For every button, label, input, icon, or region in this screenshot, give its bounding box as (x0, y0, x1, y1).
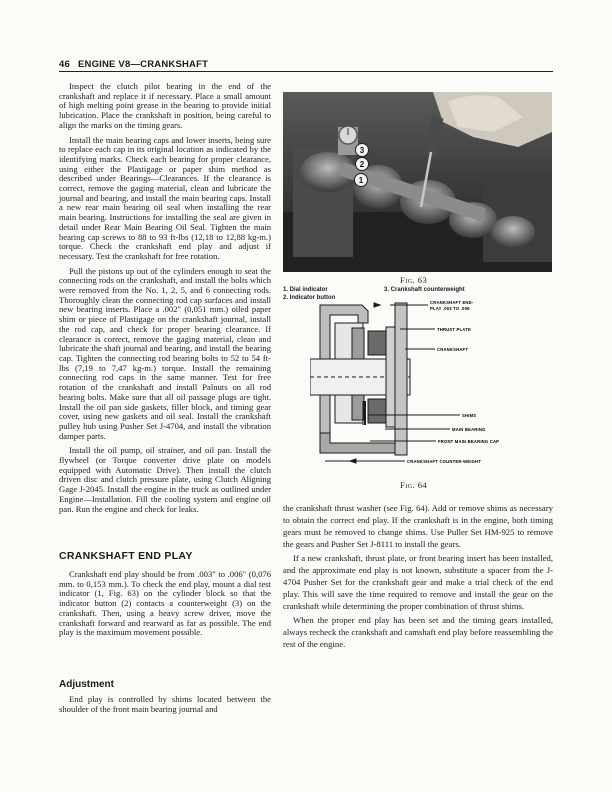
header-rule (59, 71, 553, 72)
callout-dial-indicator: 1. Dial indicator (283, 287, 328, 293)
label-front-main-bearing-cap: FRONT MAIN BEARING CAP (438, 439, 500, 444)
svg-text:3: 3 (359, 146, 365, 155)
callout-marker-1 (355, 174, 368, 187)
section-heading: CRANKSHAFT END PLAY (59, 550, 193, 562)
svg-text:1: 1 (358, 176, 364, 185)
figure-63-caption: Fig. 63 (400, 275, 428, 285)
figure-63-photo (283, 92, 552, 272)
callout-marker-3 (356, 144, 369, 157)
callout-marker-2 (356, 158, 369, 171)
label-shims: SHIMS (462, 413, 477, 418)
page-number: 46 (59, 59, 70, 70)
page-header (59, 59, 208, 70)
engine-photo-illustration (283, 92, 552, 272)
callout-indicator-button: 2. Indicator button (283, 295, 336, 301)
paragraph: Crankshaft end play should be from .003" to .006" (0,076 mm. to 0,153 mm.). To check the end play, mount a dial test indicator (1, Fig. 63) on the cylinder block so that the indicator button (2) contacts a counterweight (3) on the crankshaft. Then, using a heavy screw driver, move the crankshaft forward and rearward as far as possible. The end play is the maximum movement possible. (59, 569, 271, 638)
label-main-bearing: MAIN BEARING (452, 427, 486, 432)
left-column (59, 82, 271, 519)
label-crankshaft-counterweight: CRANKSHAFT COUNTER-WEIGHT (407, 459, 482, 464)
label-crankshaft: CRANKSHAFT (437, 347, 469, 352)
label-thrust-plate: THRUST PLATE (437, 327, 471, 332)
figure-64-diagram (310, 283, 540, 478)
section-body (59, 570, 271, 643)
paragraph: Install the oil pump, oil strainer, and oil pan. Install the flywheel (or Torque converter drive plate on models equipped with Automatic Drive). Then install the clutch driven disc and clutch pressure plate, using Clutch Aligning Gage J-2045. Install the engine in the truck as outlined under Engine—Installation. Fill the cooling system and engine oil pan. Run the engine and check for leaks. (59, 445, 271, 514)
sub-body (59, 695, 271, 719)
paragraph: Pull the pistons up out of the cylinders enough to seat the connecting rods on the crankshaft, and install the bolts which were removed from the No. 1, 2, 5, and 6 connecting rods. Thoroughly clean the connecting rod cap surfaces and install new bearing inserts. Place a .002" (0,051 mm.) oiled paper shim or piece of Plastigage on the crankshaft journal, install the rod cap, and check for proper bearing clearance. If clearance is correct, remove the gaging material, clean and lubricate the shaft journal and bearing, and install the bearing cap. Tighten the connecting rod bearing bolts to 52 to 54 ft-lbs (7,19 to 7,47 kg-m.) torque. Install the remaining connecting rod caps in the same manner. Test for free rotation of the crankshaft and install Palnuts on all rod bearing bolts. Make sure that all oil passage plugs are tight. Install the oil pan side gaskets, filler block, and timing gear cover, using new gaskets and oil seal. Install the crankshaft pulley hub using Pusher Set J-4704, and install the vibration damper parts. (59, 265, 271, 441)
sub-heading: Adjustment (59, 679, 114, 690)
page-title: ENGINE V8—CRANKSHAFT (77, 59, 209, 70)
label-end-play-range: PLAY .003 TO .006 (430, 306, 470, 311)
callout-crankshaft-counterweight: 3. Crankshaft counterweight (384, 287, 465, 293)
paragraph: When the proper end play has been set and the timing gears installed, always recheck the crankshaft and camshaft end play before reassembling the rest of the engine. (283, 615, 553, 649)
label-end-play: CRANKSHAFT END- (430, 300, 474, 305)
paragraph: the crankshaft thrust washer (see Fig. 64). Add or remove shims as necessary to obtain the correct end play. If the crankshaft is in the engine, both timing gears must be removed to change shims. Use Puller Set HM-925 to remove the gears and Pusher Set J-8111 to install the gears. (283, 503, 553, 549)
figure-64-caption: Fig. 64 (400, 480, 428, 490)
paragraph: Inspect the clutch pilot bearing in the end of the crankshaft and replace it if necessary. Place a small amount of high melting point grease in the bearing to provide initial lubrication. Place the crankshaft in position, being careful to align the marks on the timing gears. (59, 81, 271, 130)
svg-text:2: 2 (359, 160, 365, 169)
right-column (283, 502, 553, 652)
crankshaft-cross-section (310, 283, 540, 478)
paragraph: End play is controlled by shims located between the shoulder of the front main bearing journal and (59, 694, 271, 714)
paragraph: If a new crankshaft, thrust plate, or front bearing insert has been installed, and the approximate end play is not known, substitute a spacer from the J-4704 Pusher Set for the crankshaft gear and make a trial check of the end play. This will save the time required to remove and install the gear on the crankshaft while determining the proper combination of thrust shims. (283, 553, 553, 611)
paragraph: Install the main bearing caps and lower inserts, being sure to replace each cap in its original location as indicated by the identifying marks. Check each bearing for proper clearance, using either the Plastigage or paper shim method as described under Bearings—Clearances. If the clearance is correct, remove the gaging material, clean and lubricate the journal and bearing, and install the main bearing caps. Install a new rear main bearing oil seal when installing the rear main bearing. Instructions for installing the seal are given in detail under Rear Main Bearing Oil Seal. Tighten the main bearing cap screws to 88 to 93 ft-lbs (12,18 to 12,88 kg-m.) torque. Check the crankshaft end play and adjust if necessary. Test the crankshaft for free rotation. (59, 134, 271, 261)
